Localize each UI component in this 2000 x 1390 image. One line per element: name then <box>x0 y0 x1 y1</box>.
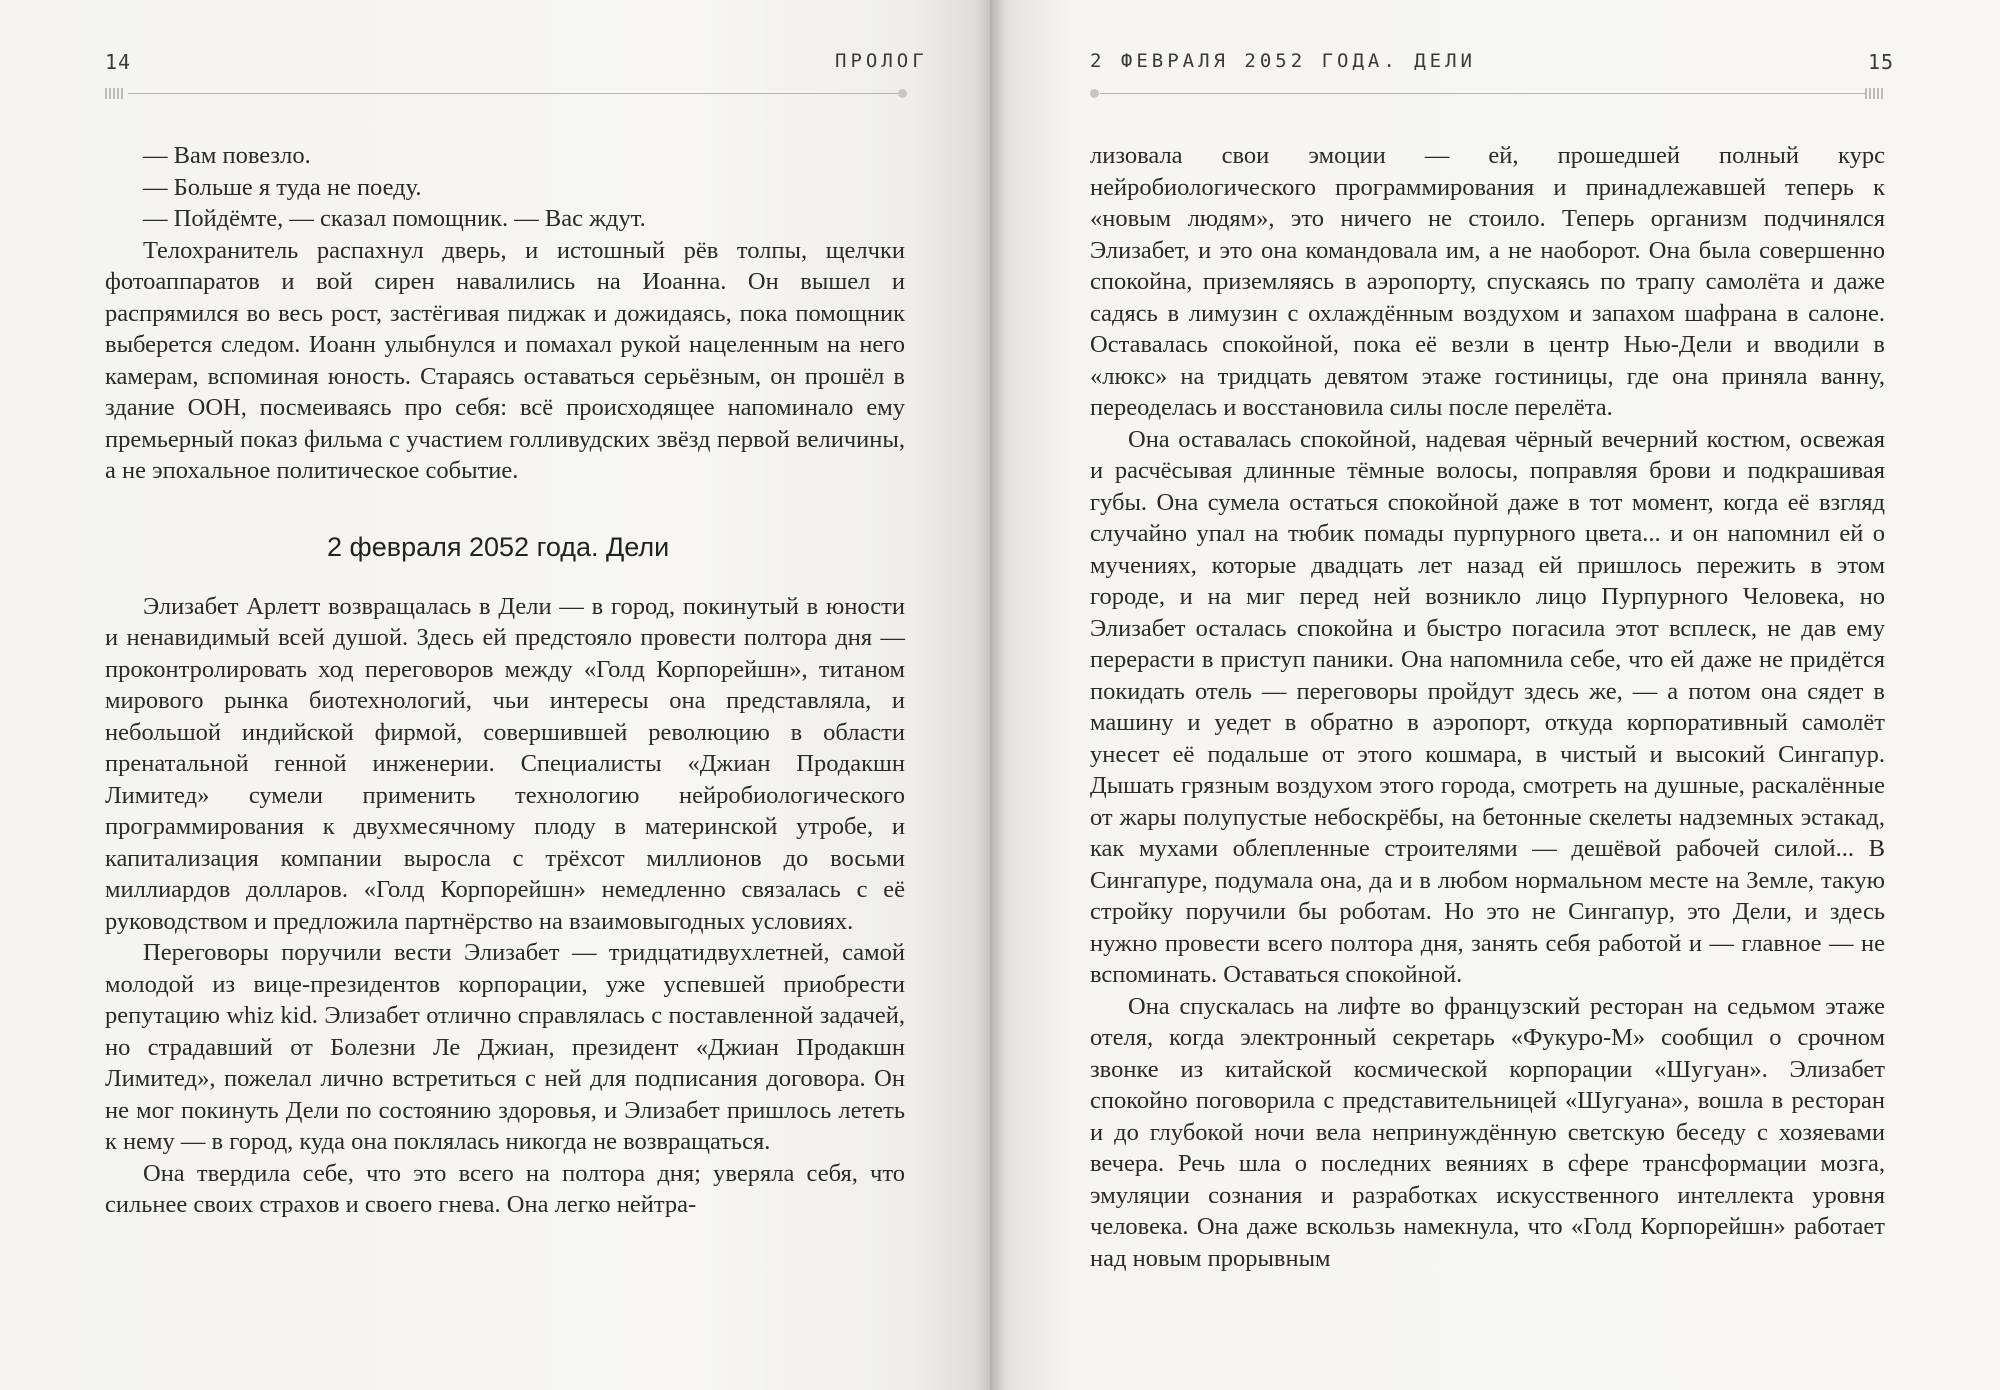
paragraph: Она спускалась на лифте во французский ресторан на седьмом этаже отеля, когда электронный секретарь «Фукуро-М» сообщил о срочном звонке из китайской космической корпорации «Шугуан». Элизабет спокойно поговорила с представительницей «Шугуана», вошла в ресторан и до глубокой ночи вела непринуждённую светскую беседу с хозяевами вечера. Речь шла о последних веяниях в сфере трансформации мозга, эмуляции сознания и разработках искусственного интеллекта уровня человека. Она даже вскользь намекнула, что «Голд Корпорейшн» работает над новым прорывным <box>1090 992 1885 1272</box>
rule-ornament <box>1865 88 1883 99</box>
left-page <box>0 0 990 1390</box>
page-number: 15 <box>1868 50 1895 74</box>
paragraph: Она оставалась спокойной, надевая чёрный вечерний костюм, освежая и расчёсывая длинные тёмные волосы, поправляя брови и подкрашивая губы. Она сумела остаться спокойной даже в тот момент, когда её взгляд случайно упал на тюбик помады пурпурного цвета... и он напомнил ей о мучениях, которые двадцать лет назад ей пришлось пережить в этом городе, и на миг перед ней возникло лицо Пурпурного Человека, но Элизабет осталась спокойна и быстро погасила этот всплеск, не дав ему перерасти в приступ паники. Она напомнила себе, что ей даже не придётся покидать отель — переговоры пройдут здесь же, — а потом она сядет в машину и уедет в обратно в аэропорт, откуда корпоративный самолёт унесет её подальше от этого кошмара, в чистый и высокий Сингапур. Дышать грязным воздухом этого города, смотреть на душные, раскалённые от жары полупустые небоскрёбы, на бетонные скелеты надземных эстакад, как мухами облепленные строителями — дешёвой рабочей силой... В Сингапуре, подумала она, да и в любом нормальном месте на Земле, такую стройку поручили бы роботам. Но это не Сингапур, это Дели, и здесь нужно провести всего полтора дня, занять себя работой и — главное — не вспоминать. Оставаться спокойной. <box>1090 425 1885 988</box>
paragraph: Переговоры поручили вести Элизабет — тридцатидвухлетней, самой молодой из вице-президентов корпорации, уже успевшей приобрести репутацию whiz kid. Элизабет отлично справлялась с поставленной задачей, но страдавший от Болезни Ле Джиан, президент «Джиан Продакшн Лимитед», пожелал лично встретиться с ней для подписания договора. Он не мог покинуть Дели по состоянию здоровья, и Элизабет пришлось лететь к нему — в город, куда она поклялась никогда не возвращаться. <box>105 939 905 1155</box>
paragraph: Она твердила себе, что это всего на полтора дня; уверяла себя, что сильнее своих страхов и своего гнева. Она легко нейтра- <box>105 1159 905 1218</box>
paragraph: лизовала свои эмоции — ей, прошедшей полный курс нейробиологического программирования и принадлежавшей теперь к «новым людям», это ничего не стоило. Теперь организм подчинялся Элизабет, и это она командовала им, а не наоборот. Она была совершенно спокойна, приземляясь в аэропорту, спускаясь по трапу самолёта и даже садясь в лимузин с охлаждённым воздухом и запахом шафрана в салоне. Оставалась спокойной, пока её везли в центр Нью-Дели и вводили в «люкс» на тридцать девятом этаже гостиницы, где она приняла ванну, переоделась и восстановила силы после перелёта. <box>1090 142 1885 421</box>
rule-dot <box>1090 89 1099 98</box>
rule-dot <box>898 89 907 98</box>
dialog-line: — Больше я туда не поеду. <box>143 173 422 201</box>
running-head: 2 ФЕВРАЛЯ 2052 ГОДА. ДЕЛИ <box>1090 50 1476 72</box>
dialog-line: — Пойдёмте, — сказал помощник. — Вас ждут. <box>143 205 646 232</box>
left-body-text <box>105 140 905 1221</box>
paragraph: Элизабет Арлетт возвращалась в Дели — в город, покинутый в юности и ненавидимый всей душой. Здесь ей предстояло провести полтора дня — проконтролировать ход переговоров между «Голд Корпорейшн», титаном мирового рынка биотехнологий, чьи интересы она представляла, и небольшой индийской фирмой, совершившей революцию в области пренатальной генной инженерии. Специалисты «Джиан Продакшн Лимитед» сумели применить технологию нейробиологического программирования к двухмесячному плоду в материнской утробе, и капитализация компании выросла с трёхсот миллионов до восьми миллиардов долларов. «Голд Корпорейшн» немедленно связалась с её руководством и предложила партнёрство на взаимовыгодных условиях. <box>105 592 905 935</box>
running-head: ПРОЛОГ <box>835 50 928 72</box>
right-page <box>990 0 2000 1390</box>
header-rule <box>1100 93 1865 94</box>
dialog-line: — Вам повезло. <box>143 142 311 169</box>
right-body-text <box>1090 140 1885 1274</box>
book-gutter <box>975 0 1005 1390</box>
rule-ornament <box>105 88 123 99</box>
header-rule <box>128 93 898 94</box>
section-heading: 2 февраля 2052 года. Дели <box>327 531 670 562</box>
dialog-block <box>105 140 905 235</box>
page-number: 14 <box>105 50 132 74</box>
paragraph: Телохранитель распахнул дверь, и истошный рёв толпы, щелчки фотоаппаратов и вой сирен навалились на Иоанна. Он вышел и распрямился во весь рост, застёгивая пиджак и дожидаясь, пока помощник выберется следом. Иоанн улыбнулся и помахал рукой нацеленным на него камерам, вспоминая юность. Стараясь оставаться серьёзным, он прошёл в здание ООН, посмеиваясь про себя: всё происходящее напоминало ему премьерный показ фильма с участием голливудских звёзд первой величины, а не эпохальное политическое событие. <box>105 236 905 484</box>
